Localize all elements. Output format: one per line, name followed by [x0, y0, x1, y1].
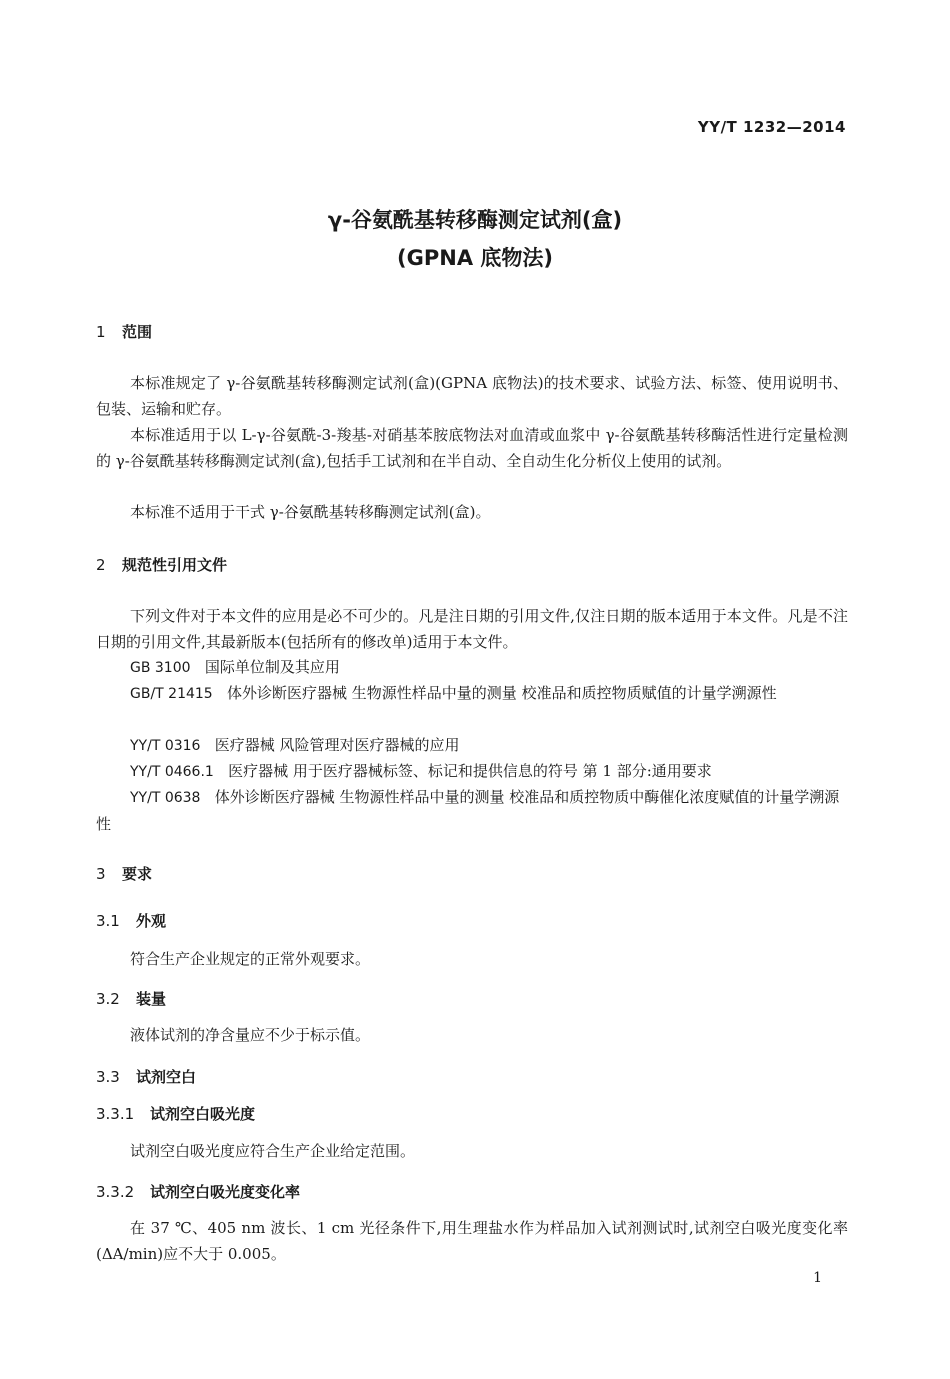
reference-item: [96, 759, 848, 786]
reference-title: 医疗器械 用于医疗器械标签、标记和提供信息的符号 第 1 部分:通用要求: [228, 762, 712, 780]
reference-code: GB/T 21415: [130, 686, 213, 702]
document-title: γ-谷氨酰基转移酶测定试剂(盒): [327, 208, 623, 232]
subsection-title: 试剂空白吸光度: [150, 1105, 256, 1123]
subsection-number: 3.3.1: [96, 1105, 135, 1123]
subsection-title: 外观: [136, 912, 167, 930]
section-title: 规范性引用文件: [122, 556, 228, 574]
paragraph: 试剂空白吸光度应符合生产企业给定范围。: [130, 1142, 416, 1160]
section-title: 范围: [122, 323, 153, 341]
subsection-3-3-2-heading: [96, 1181, 300, 1202]
subsection-3-3-heading: [96, 1066, 196, 1087]
section-title: 要求: [122, 865, 153, 883]
reference-code: GB 3100: [130, 660, 191, 676]
reference-item: [96, 785, 848, 837]
subsection-number: 3.2: [96, 990, 120, 1008]
paragraph: 本标准规定了 γ-谷氨酰基转移酶测定试剂(盒)(GPNA 底物法)的技术要求、试验方法、标签、使用说明书、包装、运输和贮存。: [96, 374, 848, 418]
document-subtitle: (GPNA 底物法): [397, 246, 553, 270]
reference-title: 国际单位制及其应用: [204, 658, 340, 676]
page-number: 1: [813, 1270, 822, 1286]
section-number: 2: [96, 556, 106, 574]
subsection-title: 试剂空白吸光度变化率: [150, 1183, 301, 1201]
paragraph: 本标准适用于以 L-γ-谷氨酰-3-羧基-对硝基苯胺底物法对血清或血浆中 γ-谷氨酰基转移酶活性进行定量检测的 γ-谷氨酰基转移酶测定试剂(盒),包括手工试剂和在半自动、全自动生化分析仪上使用的试剂。: [96, 426, 848, 470]
subsection-number: 3.3: [96, 1068, 120, 1086]
section-number: 1: [96, 323, 106, 341]
standard-code: YY/T 1232—2014: [697, 118, 846, 136]
paragraph: 液体试剂的净含量应不少于标示值。: [130, 1026, 371, 1044]
subsection-3-2-heading: [96, 988, 166, 1009]
section-number: 3: [96, 865, 106, 883]
paragraph: 本标准不适用于干式 γ-谷氨酰基转移酶测定试剂(盒)。: [130, 503, 491, 521]
subsection-number: 3.1: [96, 912, 120, 930]
section-3-heading: [96, 863, 152, 884]
reference-code: YY/T 0316: [130, 738, 201, 754]
section-1-heading: [96, 321, 152, 342]
reference-code: YY/T 0466.1: [130, 764, 214, 780]
subsection-3-1-heading: [96, 910, 166, 931]
subsection-title: 装量: [136, 990, 167, 1008]
reference-item: [96, 655, 848, 682]
reference-title: 医疗器械 风险管理对医疗器械的应用: [214, 736, 460, 754]
paragraph: 符合生产企业规定的正常外观要求。: [130, 950, 371, 968]
reference-item: [96, 681, 848, 708]
reference-item: [96, 733, 848, 760]
reference-code: YY/T 0638: [130, 790, 201, 806]
subsection-3-3-1-heading: [96, 1103, 255, 1124]
subsection-number: 3.3.2: [96, 1183, 135, 1201]
reference-title: 体外诊断医疗器械 生物源性样品中量的测量 校准品和质控物质赋值的计量学溯源性: [227, 684, 777, 702]
paragraph: 下列文件对于本文件的应用是必不可少的。凡是注日期的引用文件,仅注日期的版本适用于本文件。凡是不注日期的引用文件,其最新版本(包括所有的修改单)适用于本文件。: [96, 607, 848, 651]
paragraph: 在 37 ℃、405 nm 波长、1 cm 光径条件下,用生理盐水作为样品加入试剂测试时,试剂空白吸光度变化率(ΔA/min)应不大于 0.005。: [96, 1219, 848, 1263]
section-2-heading: [96, 554, 227, 575]
reference-title: 体外诊断医疗器械 生物源性样品中量的测量 校准品和质控物质中酶催化浓度赋值的计量学溯源性: [96, 788, 840, 833]
subsection-title: 试剂空白: [136, 1068, 197, 1086]
